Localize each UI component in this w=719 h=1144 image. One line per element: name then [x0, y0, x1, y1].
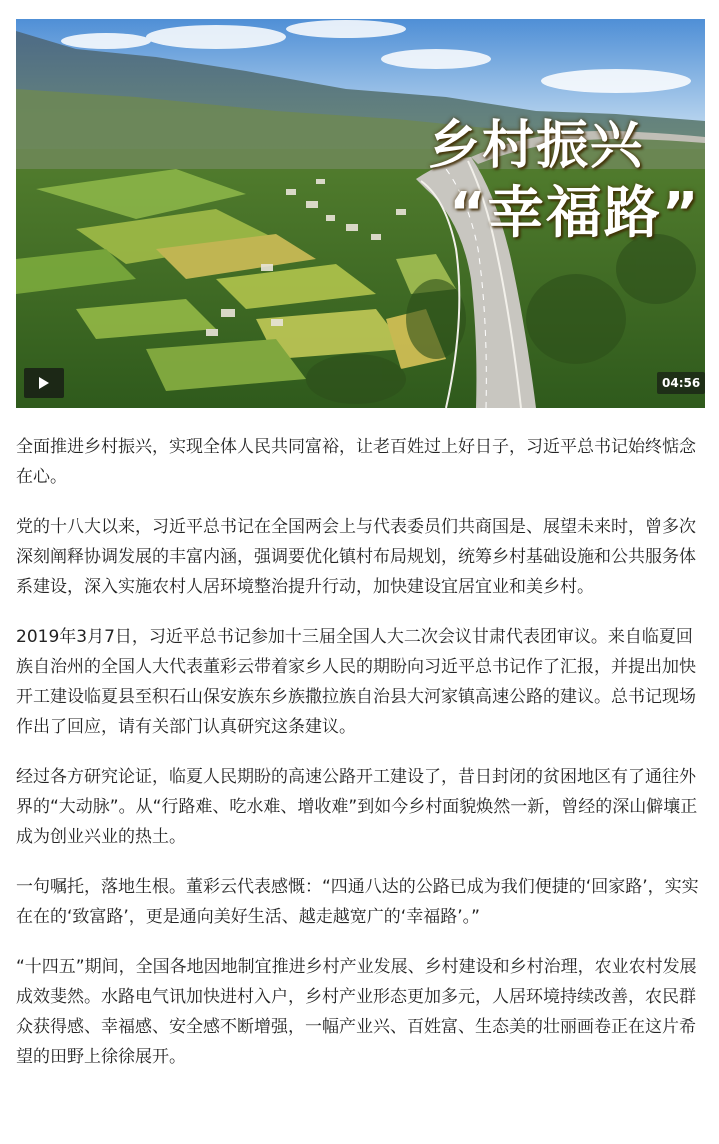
play-icon [39, 377, 49, 389]
play-button[interactable] [24, 368, 64, 398]
article-paragraph: “十四五”期间，全国各地因地制宜推进乡村产业发展、乡村建设和乡村治理，农业农村发展成效斐然。水路电气讯加快进村入户，乡村产业形态更加多元，人居环境持续改善，农民群众获得感、幸福感、安全感不断增强，一幅产业兴、百姓富、生态美的壮丽画卷正在这片希望的田野上徐徐展开。 [16, 957, 697, 1067]
video-player[interactable] [16, 19, 705, 408]
article-paragraph: 一句嘱托，落地生根。董彩云代表感慨：“四通八达的公路已成为我们便捷的‘回家路’，实实在在的‘致富路’，更是通向美好生活、越走越宽广的‘幸福路’。” [16, 877, 699, 927]
article-paragraph: 经过各方研究论证，临夏人民期盼的高速公路开工建设了，昔日封闭的贫困地区有了通往外界的“大动脉”。从“行路难、吃水难、增收难”到如今乡村面貌焕然一新，曾经的深山僻壤正成为创业兴业的热土。 [16, 767, 698, 847]
article-body [16, 432, 706, 1092]
article-paragraph: 全面推进乡村振兴，实现全体人民共同富裕，让老百姓过上好日子，习近平总书记始终惦念在心。 [16, 437, 696, 487]
video-title-line2: “幸福路” [449, 181, 701, 246]
article-paragraph: 2019年3月7日，习近平总书记参加十三届全国人大二次会议甘肃代表团审议。来自临夏回族自治州的全国人大代表董彩云带着家乡人民的期盼向习近平总书记作了汇报，并提出加快开工建设临夏县至积石山保安族东乡族撒拉族自治县大河家镇高速公路的建议。总书记现场作出了回应，请有关部门认真研究这条建议。 [16, 627, 696, 737]
video-duration: 04:56 [657, 372, 705, 394]
article-paragraph: 党的十八大以来，习近平总书记在全国两会上与代表委员们共商国是、展望未来时，曾多次深刻阐释协调发展的丰富内涵，强调要优化镇村布局规划，统筹乡村基础设施和公共服务体系建设，深入实施农村人居环境整治提升行动，加快建设宜居宜业和美乡村。 [16, 517, 696, 597]
video-title-line1: 乡村振兴 [428, 116, 645, 176]
